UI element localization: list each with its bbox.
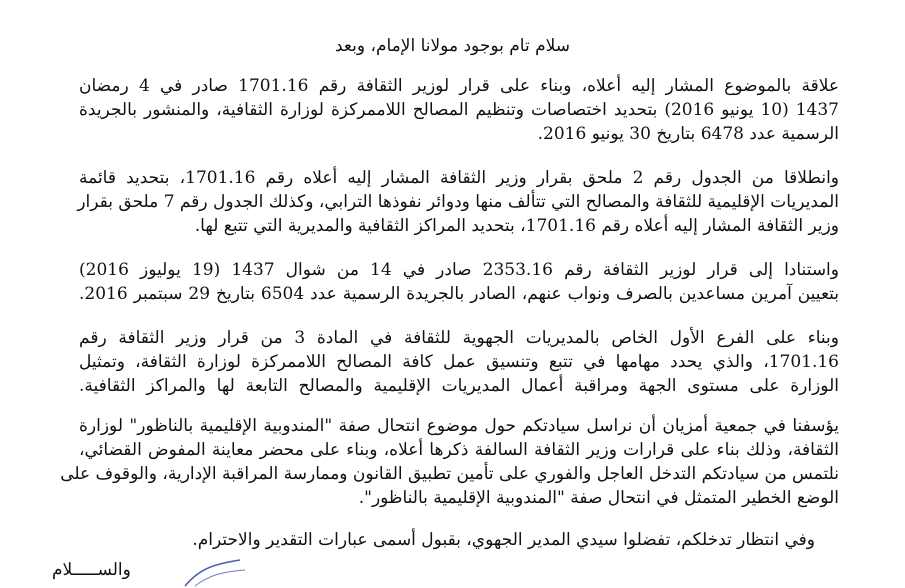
paragraph-5-line-4: الوضع الخطير المتمثل في انتحال صفة "المندوبية الإقليمية بالناظور". xyxy=(358,488,839,508)
paragraph-4-line-1: وبناء على الفرع الأول الخاص بالمديريات الجهوية للثقافة في المادة 3 من قرار وزير الثقافة رقم xyxy=(79,328,839,348)
paragraph-1-line-1: علاقة بالموضوع المشار إليه أعلاه، وبناء على قرار لوزير الثقافة رقم 1701.16 صادر في 4 رمضان xyxy=(79,76,839,96)
paragraph-5-line-3: نلتمس من سيادتكم التدخل العاجل والفوري على تأمين تطبيق القانون وممارسة المراقبة الإدارية، والوقوف على xyxy=(60,464,839,484)
paragraph-5-line-1: يؤسفنا في جمعية أمزيان أن نراسل سيادتكم حول موضوع انتحال صفة "المندوبية الإقليمية بالناظور" لوزارة xyxy=(79,416,839,436)
paragraph-1-line-2: 1437 (10 يونيو 2016) بتحديد اختصاصات وتنظيم المصالح اللاممركزة لوزارة الثقافية، والمنشور بالجريدة xyxy=(79,100,839,120)
greeting: سلام تام بوجود مولانا الإمام، وبعد xyxy=(334,36,571,56)
paragraph-5-line-2: الثقافة، وذلك بناء على قرارات وزير الثقافة السالفة ذكرها أعلاه، وبناء على محضر معاينة المفوض القضائي، xyxy=(79,440,839,460)
closing-line: وفي انتظار تدخلكم، تفضلوا سيدي المدير الجهوي، بقبول أسمى عبارات التقدير والاحترام. xyxy=(192,530,815,550)
paragraph-2-line-1: وانطلاقا من الجدول رقم 2 ملحق بقرار وزير الثقافة المشار إليه أعلاه رقم 1701.16، بتحديد قائمة xyxy=(79,168,840,188)
paragraph-3-line-2: بتعيين آمرين مساعدين بالصرف ونواب عنهم، الصادر بالجريدة الرسمية عدد 6504 بتاريخ 29 سبتمبر 2016. xyxy=(79,284,840,304)
signature-stroke-icon xyxy=(180,558,250,588)
sign-off: والســـــلام xyxy=(52,560,131,580)
paragraph-4-line-3: الوزارة على مستوى الجهة ومراقبة أعمال المديريات الإقليمية والمصالح التابعة لها والمراكز الثقافية. xyxy=(79,376,839,396)
paragraph-3-line-1: واستنادا إلى قرار لوزير الثقافة رقم 2353.16 صادر في 14 من شوال 1437 (19 يوليوز 2016) xyxy=(79,260,839,280)
paragraph-2-line-3: وزير الثقافة المشار إليه أعلاه رقم 1701.16، بتحديد المراكز الثقافية والمديرية التي تتبع لها. xyxy=(194,216,839,236)
paragraph-4-line-2: 1701.16، والذي يحدد مهامها في تتبع وتنسيق عمل كافة المصالح اللاممركزة لوزارة الثقافة، وتمثيل xyxy=(79,352,839,372)
paragraph-2-line-2: المديريات الإقليمية للثقافة والمصالح التي تتألف منها ودوائر نفوذها الترابي، وكذلك الجدول رقم 7 ملحق بقرار xyxy=(77,192,839,212)
paragraph-1-line-3: الرسمية عدد 6478 بتاريخ 30 يونيو 2016. xyxy=(537,124,839,144)
